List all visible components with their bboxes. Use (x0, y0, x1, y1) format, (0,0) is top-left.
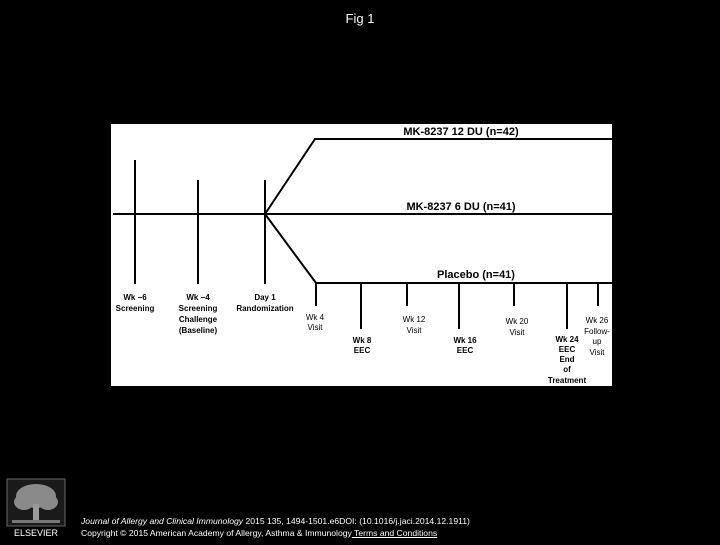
visit-wk24-of: of (563, 365, 571, 374)
milestone-challenge-line1: Screening (178, 304, 218, 313)
copyright-text: Copyright © 2015 American Academy of Allergy, Asthma & Immunology (81, 528, 352, 538)
milestone-challenge-line3: (Baseline) (178, 326, 218, 335)
citation-details: 2015 135, 1494-1501.e6DOI: (10.1016/j.jaci.2014.12.1911) (243, 516, 470, 526)
terms-and-conditions-link[interactable]: Terms and Conditions (351, 528, 438, 538)
arm-label-placebo: Placebo (n=41) (437, 269, 515, 281)
visit-wk24-week: Wk 24 (555, 335, 579, 344)
tree-logo-icon (6, 478, 66, 540)
visit-wk26-visit: Visit (589, 348, 605, 357)
visit-wk4-week: Wk 4 (305, 313, 325, 322)
visit-wk24-end: End (559, 355, 575, 364)
visit-wk20-label: Visit (509, 328, 525, 337)
arm-label-12du: MK-8237 12 DU (n=42) (403, 126, 519, 138)
visit-wk8-week: Wk 8 (352, 336, 372, 345)
visit-wk12-week: Wk 12 (402, 315, 426, 324)
elsevier-wordmark: ELSEVIER (13, 528, 59, 538)
visit-wk12-label: Visit (406, 326, 422, 335)
study-timeline-diagram (111, 124, 612, 386)
arm-label-6du: MK-8237 6 DU (n=41) (406, 201, 516, 213)
citation-line (81, 515, 470, 527)
elsevier-logo (6, 478, 66, 540)
milestone-challenge-week: Wk −4 (186, 293, 210, 302)
visit-wk24-treatment: Treatment (547, 376, 587, 385)
visit-wk8-label: EEC (353, 346, 371, 355)
visit-wk16-week: Wk 16 (453, 336, 477, 345)
copyright-line (81, 527, 470, 539)
visit-wk24-label: EEC (558, 345, 576, 354)
milestone-randomization: Randomization (236, 304, 294, 313)
milestone-challenge-line2: Challenge (178, 315, 218, 324)
journal-name: Journal of Allergy and Clinical Immunology (81, 516, 244, 526)
visit-wk26-up: up (592, 337, 602, 346)
citation-block (81, 515, 470, 539)
visit-wk4-label: Visit (307, 323, 323, 332)
milestone-screening-label: Screening (115, 304, 155, 313)
visit-wk26-follow: Follow- (584, 327, 610, 336)
study-design-figure (111, 124, 612, 386)
visit-wk20-week: Wk 20 (505, 317, 529, 326)
milestone-day1: Day 1 (254, 293, 276, 302)
visit-wk26-week: Wk 26 (585, 316, 609, 325)
milestone-screening-week: Wk −6 (123, 293, 147, 302)
visit-wk16-label: EEC (456, 346, 474, 355)
figure-title: Fig 1 (345, 11, 375, 26)
